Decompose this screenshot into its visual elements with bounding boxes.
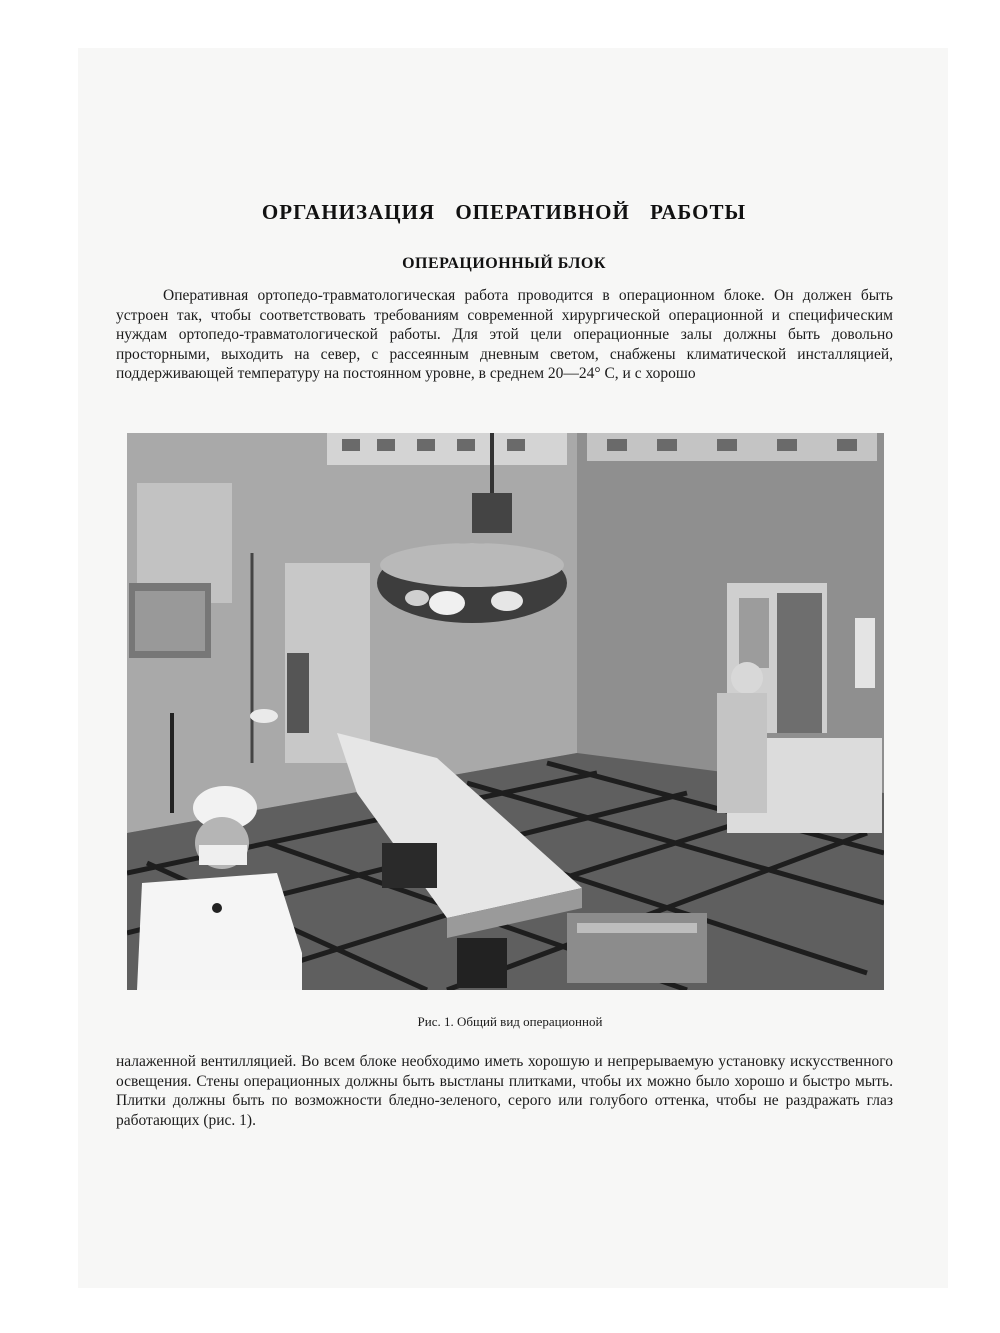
- continuation-paragraph: налаженной вентилляцией. Во всем блоке необходимо иметь хорошую и непрерываемую установку искусственного освещения. Стены операционных должны быть выстланы плитками, чтобы их можно было хорошо и быстро мыть. Плитки должны быть по возможности бледно-зеленого, серого или голубого оттенка, чтобы не раздражать глаз работающих (рис. 1).: [116, 1053, 893, 1129]
- chapter-title: ОРГАНИЗАЦИЯ ОПЕРАТИВНОЙ РАБОТЫ: [261, 200, 747, 224]
- section-title: ОПЕРАЦИОННЫЙ БЛОК: [402, 255, 606, 272]
- intro-paragraph: Оперативная ортопедо-травматологическая работа проводится в операционном блоке. Он должен быть устроен так, чтобы соответствовать требованиям современной хирургической операционной и специфическим нуждам ортопедо-травматологической работы. Для этой цели операционные залы должны быть довольно просторными, выходить на север, с рассеянным дневным светом, снабжены климатической инсталляцией, поддерживающей температуру на постоянном уровне, в среднем 20—24° С, и с хорошо: [116, 287, 893, 382]
- figure-caption: Рис. 1. Общий вид операционной: [417, 1014, 603, 1029]
- operating-room-photo: [127, 433, 884, 990]
